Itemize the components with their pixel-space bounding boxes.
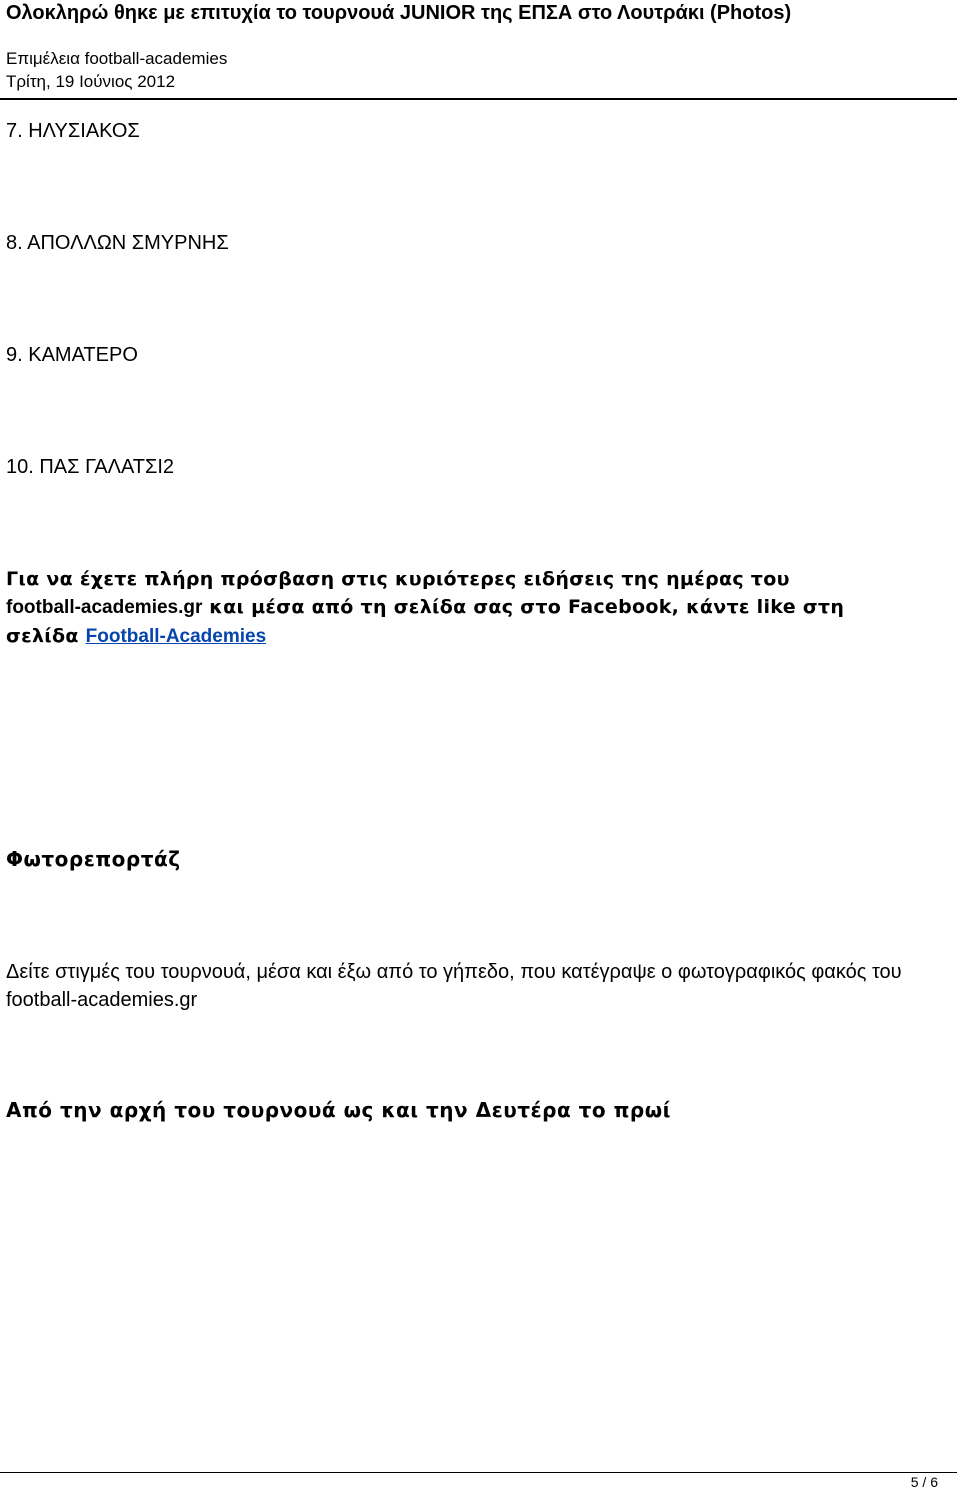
list-item: 8. ΑΠΟΛΛΩΝ ΣΜΥΡΝΗΣ bbox=[6, 232, 229, 254]
promo-line-1: Για να έχετε πλήρη πρόσβαση στις κυριότερες ειδήσεις της ημέρας του bbox=[6, 568, 790, 590]
list-item: 7. ΗΛΥΣΙΑΚΟΣ bbox=[6, 120, 140, 142]
date-line: Τρίτη, 19 Ιούνιος 2012 bbox=[6, 72, 176, 91]
article-title: Ολοκληρώ θηκε με επιτυχία το τουρνουά JUNIOR της ΕΠΣΑ στο Λουτράκι (Photos) bbox=[6, 2, 792, 24]
facebook-promo-paragraph bbox=[6, 565, 936, 651]
promo-line-2: και μέσα από τη σελίδα σας στο Facebook, κάντε like στη bbox=[202, 596, 845, 618]
header-divider bbox=[0, 98, 957, 100]
photo-report-heading: Φωτορεπορτάζ bbox=[6, 847, 181, 871]
author-line: Επιμέλεια football-academies bbox=[6, 49, 228, 68]
photo-report-text: Δείτε στιγμές του τουρνουά, μέσα και έξω από το γήπεδο, που κατέγραψε ο φωτογραφικός φακός του football-academies.gr bbox=[6, 961, 902, 1011]
facebook-page-link[interactable]: Football-Academies bbox=[85, 626, 267, 647]
promo-line-3: σελίδα bbox=[6, 625, 86, 647]
list-item: 10. ΠΑΣ ΓΑΛΑΤΣΙ2 bbox=[6, 456, 175, 478]
footer-divider bbox=[0, 1472, 957, 1473]
promo-site-name: football-academies.gr bbox=[6, 597, 203, 618]
section-subheading: Από την αρχή του τουρνουά ως και την Δευτέρα το πρωί bbox=[6, 1098, 671, 1122]
list-item: 9. ΚΑΜΑΤΕΡΟ bbox=[6, 344, 138, 366]
page-number: 5 / 6 bbox=[910, 1474, 938, 1490]
